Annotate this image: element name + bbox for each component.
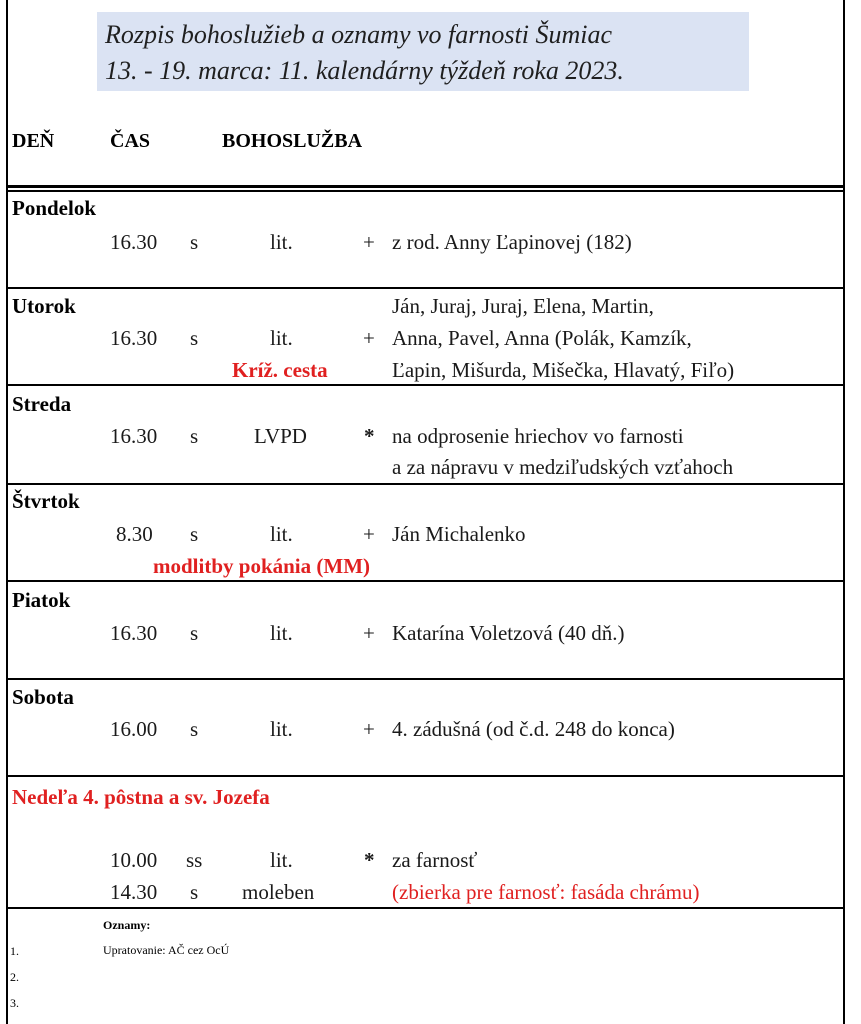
title-line-1: Rozpis bohoslužieb a oznamy vo farnosti Šumiac xyxy=(105,20,612,49)
sobota-lit: lit. xyxy=(270,717,293,741)
nedela-row2-lit: moleben xyxy=(242,880,315,904)
divider-utorok xyxy=(6,384,843,386)
streda-type: s xyxy=(190,424,199,448)
divider-sobota xyxy=(6,775,843,777)
streda-time: 16.30 xyxy=(110,424,158,448)
utorok-intention-2: Anna, Pavel, Anna (Polák, Kamzík, xyxy=(392,326,692,350)
streda-intention-2: a za nápravu v medziľudských vzťahoch xyxy=(392,455,734,479)
day-sobota: Sobota xyxy=(12,685,74,709)
day-nedela: Nedeľa 4. pôstna a sv. Jozefa xyxy=(12,785,270,809)
pondelok-lit: lit. xyxy=(270,230,293,254)
title-line-2: 13. - 19. marca: 11. kalendárny týždeň roka 2023. xyxy=(105,56,624,85)
pondelok-intention: z rod. Anny Ľapinovej (182) xyxy=(392,230,632,254)
utorok-time: 16.30 xyxy=(110,326,158,350)
piatok-mark: + xyxy=(363,621,375,645)
stvrtok-note: modlitby pokánia (MM) xyxy=(153,554,371,578)
piatok-time: 16.30 xyxy=(110,621,158,645)
piatok-type: s xyxy=(190,621,199,645)
header-divider-2 xyxy=(6,190,843,192)
divider-piatok xyxy=(6,678,843,680)
day-pondelok: Pondelok xyxy=(12,196,97,220)
sobota-time: 16.00 xyxy=(110,717,158,741)
day-stvrtok: Štvrtok xyxy=(12,489,80,513)
sobota-intention: 4. zádušná (od č.d. 248 do konca) xyxy=(392,717,675,741)
pondelok-type: s xyxy=(190,230,199,254)
stvrtok-time: 8.30 xyxy=(116,522,153,546)
utorok-note: Kríž. cesta xyxy=(232,358,328,382)
stvrtok-intention: Ján Michalenko xyxy=(392,522,526,546)
sobota-type: s xyxy=(190,717,199,741)
nedela-row1-lit: lit. xyxy=(270,848,293,872)
day-utorok: Utorok xyxy=(12,294,76,318)
nedela-row2-intention: (zbierka pre farnosť: fasáda chrámu) xyxy=(392,880,700,904)
pondelok-mark: + xyxy=(363,230,375,254)
header-time: ČAS xyxy=(110,130,151,152)
header-day: DEŇ xyxy=(12,130,55,152)
utorok-type: s xyxy=(190,326,199,350)
oznamy-num-3: 3. xyxy=(10,996,19,1010)
utorok-intention-1: Ján, Juraj, Juraj, Elena, Martin, xyxy=(392,294,654,318)
oznamy-num-2: 2. xyxy=(10,970,19,984)
divider-pondelok xyxy=(6,287,843,289)
header-service: BOHOSLUŽBA xyxy=(222,130,363,152)
divider-stvrtok xyxy=(6,580,843,582)
streda-mark: * xyxy=(364,424,375,448)
sobota-mark: + xyxy=(363,717,375,741)
utorok-lit: lit. xyxy=(270,326,293,350)
divider-nedela xyxy=(6,907,843,909)
nedela-row1-intention: za farnosť xyxy=(392,848,478,872)
stvrtok-mark: + xyxy=(363,522,375,546)
streda-intention-1: na odprosenie hriechov vo farnosti xyxy=(392,424,684,448)
oznamy-title: Oznamy: xyxy=(103,918,151,932)
stvrtok-lit: lit. xyxy=(270,522,293,546)
nedela-row1-mark: * xyxy=(364,848,375,872)
streda-lit: LVPD xyxy=(254,424,307,448)
nedela-row2-type: s xyxy=(190,880,199,904)
day-streda: Streda xyxy=(12,392,72,416)
utorok-intention-3: Ľapin, Mišurda, Mišečka, Hlavatý, Fiľo) xyxy=(392,358,735,382)
oznamy-num-1: 1. xyxy=(10,944,19,958)
nedela-row2-time: 14.30 xyxy=(110,880,158,904)
stvrtok-type: s xyxy=(190,522,199,546)
utorok-mark: + xyxy=(363,326,375,350)
nedela-row1-time: 10.00 xyxy=(110,848,158,872)
oznamy-text-1: Upratovanie: AČ cez OcÚ xyxy=(103,943,230,957)
piatok-lit: lit. xyxy=(270,621,293,645)
nedela-row1-type: ss xyxy=(186,848,203,872)
piatok-intention: Katarína Voletzová (40 dň.) xyxy=(392,621,625,645)
header-divider xyxy=(6,185,843,188)
day-piatok: Piatok xyxy=(12,588,71,612)
pondelok-time: 16.30 xyxy=(110,230,158,254)
divider-streda xyxy=(6,483,843,485)
